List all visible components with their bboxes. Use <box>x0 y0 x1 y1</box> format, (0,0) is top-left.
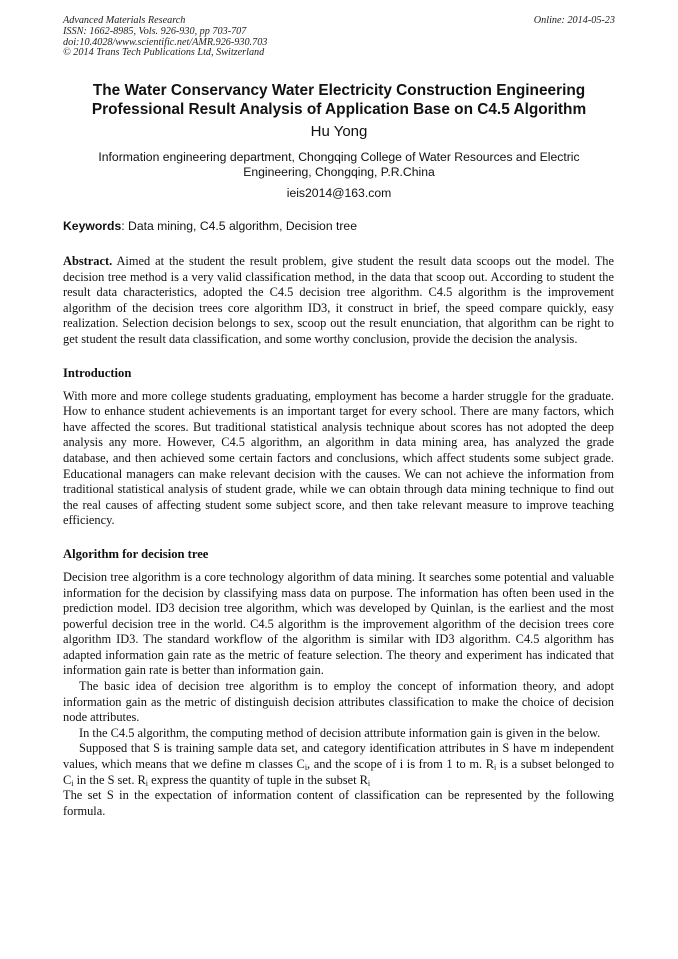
para4-text: is a subset belonged to C <box>63 757 615 787</box>
algorithm-paragraph-2: The basic idea of decision tree algorithm is to employ the concept of information theory, and adopt information gain as the metric of distinguish decision attributes classification to make the choice of decision node attributes. <box>63 679 614 725</box>
journal-info <box>63 16 267 59</box>
introduction-paragraph: With more and more college students graduating, employment has become a harder struggle for the graduate. How to enhance student achievements is an important target for every school. There are many factors, which have affected the scores. But traditional statistical analysis technique about scores has not adopted the deep analysis any more. However, C4.5 algorithm, an algorithm in data mining area, has analyzed the grade database, and then achieved some certain factors and conclusions, which affect students some subject grade. Educational managers can make relevant decision with the causes. We can not achieve the information from traditional statistical analysis of student grade, while we can obtain through data mining technique to find out the real causes of affecting student some subject score, and then take relevant measure to improve teaching efficiency. <box>63 388 614 528</box>
abstract-text: Aimed at the student the result problem, give student the result data scoops out the model. The decision tree method is a very valid classification method, in the data that scoop out. According to student the result data characteristics, adopted the C4.5 decision tree algorithm. C4.5 algorithm is the improvement algorithm of the decision trees core algorithm ID3, it construct in brief, the speed compare quickly, easy realization. Selection decision belongs to sex, scoop out the result enunciation, that algorithm can be right to get student the result data classification, and some worthy conclusion, provide the decision the analysis. <box>63 254 614 346</box>
keywords-label: Keywords <box>63 219 122 233</box>
author-email: ieis2014@163.com <box>286 186 392 200</box>
section-heading-introduction: Introduction <box>63 365 132 380</box>
para4-text: express the quantity of tuple in the subset R <box>148 772 368 787</box>
keywords-text: : Data mining, C4.5 algorithm, Decision tree <box>121 219 357 233</box>
para4-text: , and the scope of i is from 1 to m. R <box>307 757 494 772</box>
algorithm-paragraph-4 <box>63 741 614 788</box>
affiliation-line: Engineering, Chongqing, P.R.China <box>243 165 435 179</box>
para4-text: in the S set. R <box>73 772 146 787</box>
online-date: Online: 2014-05-23 <box>533 15 615 26</box>
subscript: i <box>145 778 149 788</box>
algorithm-paragraph-5: The set S in the expectation of information content of classification can be represented by the following formula. <box>63 788 614 818</box>
algorithm-paragraph-3: In the C4.5 algorithm, the computing method of decision attribute information gain is given in the below. <box>79 725 601 740</box>
affiliation <box>63 150 615 180</box>
author-name: Hu Yong <box>310 123 368 140</box>
journal-name: Advanced Materials Research <box>63 15 186 26</box>
subscript: i <box>367 778 371 788</box>
paper-body <box>63 254 614 819</box>
abstract <box>63 254 614 348</box>
subscript: i <box>304 763 308 773</box>
journal-issn: ISSN: 1662-8985, Vols. 926-930, pp 703-707 <box>63 25 247 37</box>
keywords <box>63 219 615 234</box>
paper-title <box>63 81 615 119</box>
abstract-label: Abstract. <box>63 254 113 268</box>
paper-title-line: Professional Result Analysis of Application Base on C4.5 Algorithm <box>91 101 587 118</box>
section-heading-algorithm: Algorithm for decision tree <box>63 546 209 561</box>
para4-text: Supposed that S is training sample data set, and category identification attributes in S have m independent values, which means that we define m classes C <box>63 741 614 772</box>
paper-title-line: The Water Conservancy Water Electricity Construction Engineering <box>92 82 586 99</box>
subscript: i <box>71 778 74 788</box>
affiliation-line: Information engineering department, Chongqing College of Water Resources and Electric <box>98 150 580 164</box>
journal-doi: doi:10.4028/www.scientific.net/AMR.926-930.703 <box>63 36 268 48</box>
subscript: i <box>493 763 497 773</box>
algorithm-paragraph-1: Decision tree algorithm is a core technology algorithm of data mining. It searches some potential and valuable information for the decision by classifying mass data on purpose. The information has often been used in the prediction model. ID3 decision tree algorithm, which was developed by Quinlan, is the earliest and the most powerful decision tree in the world. C4.5 algorithm is the improvement algorithm of the decision trees core algorithm ID3. The standard workflow of the algorithm is similar with ID3 algorithm. C4.5 algorithm has adapted information gain rate as the metric of feature selection. The theory and experiment has indicated that information gain rate is better than information gain. <box>63 569 614 678</box>
journal-copyright: © 2014 Trans Tech Publications Ltd, Switzerland <box>63 47 265 59</box>
